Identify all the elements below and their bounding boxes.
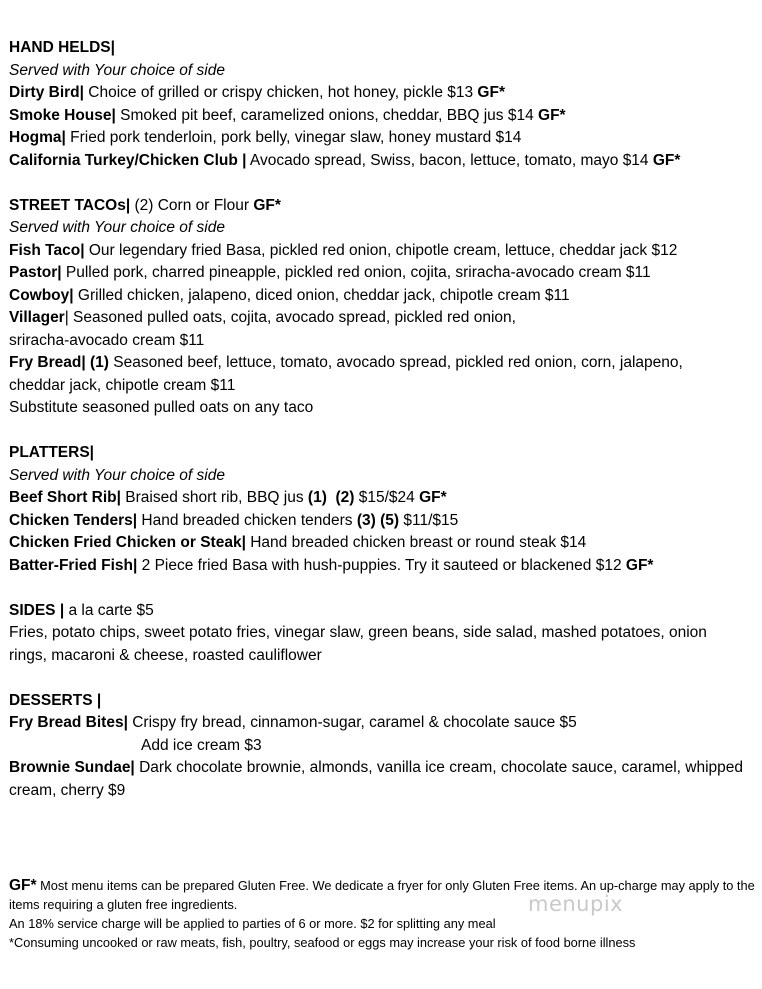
item-desc: Smoked pit beef, caramelized onions, cheddar, BBQ jus $14	[115, 106, 539, 124]
quantity-option: (1)	[307, 489, 327, 506]
item-desc: Seasoned beef, lettuce, tomato, avocado spread, pickled red onion, corn, jalapeno,	[108, 354, 683, 371]
menu-item-fish-taco	[9, 240, 759, 263]
menu-item-dirty-bird	[9, 82, 759, 105]
item-name: California Turkey/Chicken Club |	[9, 151, 247, 169]
gf-note-text: Most menu items can be prepared Gluten Free. We dedicate a fryer for only Gluten Free items. An up-charge may apply to the items requiring a gluten free ingredients.	[9, 878, 755, 912]
quantity-option: (5)	[380, 511, 400, 529]
gf-tag: GF*	[253, 196, 281, 214]
item-desc: | Seasoned pulled oats, cojita, avocado spread, pickled red onion,	[64, 309, 516, 326]
item-desc: Crispy fry bread, cinnamon-sugar, caramel & chocolate sauce $5	[127, 714, 577, 731]
item-name: Beef Short Rib|	[9, 489, 121, 506]
menu-item-chicken-fried	[9, 532, 759, 555]
spacer	[9, 667, 759, 690]
item-name: Dirty Bird|	[9, 84, 84, 101]
item-desc: Avocado spread, Swiss, bacon, lettuce, tomato, mayo $14	[246, 151, 653, 169]
item-desc: Pulled pork, charred pineapple, pickled red onion, cojita, sriracha-avocado cream $11	[61, 264, 651, 281]
menu-item-pastor	[9, 262, 759, 285]
taco-substitute-note: Substitute seasoned pulled oats on any taco	[9, 399, 314, 416]
villager-continued: sriracha-avocado cream $11	[9, 331, 205, 349]
item-desc: Choice of grilled or crispy chicken, hot honey, pickle $13	[83, 84, 478, 101]
gf-tag: GF*	[9, 877, 37, 894]
quantity-option: (2)	[335, 489, 355, 506]
item-name: Hogma|	[9, 129, 66, 146]
service-charge-note: An 18% service charge will be applied to parties of 6 or more. $2 for splitting any meal	[9, 916, 496, 931]
gf-tag: GF*	[538, 106, 566, 124]
platters-section	[9, 442, 759, 577]
watermark: menupix	[528, 892, 624, 916]
item-name: Pastor|	[9, 264, 62, 281]
tacos-title-text: STREET TACOs|	[9, 196, 131, 214]
menu-item-cowboy	[9, 285, 759, 308]
fry-bread-bites-addon: Add ice cream $3	[141, 736, 262, 754]
item-name: Brownie Sundae|	[9, 759, 135, 776]
desserts-title: DESSERTS |	[9, 691, 102, 709]
item-desc: Hand breaded chicken tenders	[137, 511, 357, 529]
handhelds-subtitle: Served with Your choice of side	[9, 61, 225, 79]
menu-item-beef-short-rib	[9, 487, 759, 510]
item-price: $11/$15	[399, 511, 459, 529]
item-name: Smoke House|	[9, 106, 116, 124]
item-name: Batter-Fried Fish|	[9, 556, 138, 574]
gf-tag: GF*	[652, 151, 681, 169]
item-desc: Dark chocolate brownie, almonds, vanilla ice cream, chocolate sauce, caramel, whipped cream, cherry $9	[9, 759, 744, 799]
tacos-section	[9, 195, 759, 420]
handhelds-section	[9, 37, 759, 172]
menu-item-california-club	[9, 150, 759, 173]
tacos-title	[9, 195, 759, 218]
sides-list: Fries, potato chips, sweet potato fries, vinegar slaw, green beans, side salad, mashed potatoes, onion rings, macaroni & cheese, roasted cauliflower	[9, 624, 707, 664]
item-name: Fish Taco|	[9, 241, 85, 259]
item-name: Cowboy|	[9, 286, 74, 304]
sides-price: a la carte $5	[64, 601, 154, 619]
menu-item-fry-bread-bites	[9, 712, 759, 735]
menu-item-batter-fried-fish	[9, 555, 759, 578]
item-price: $15/$24	[354, 489, 420, 506]
item-desc: Our legendary fried Basa, pickled red onion, chipotle cream, lettuce, cheddar jack $12	[84, 241, 678, 259]
quantity-option: (3)	[356, 511, 376, 529]
item-name: Chicken Tenders|	[9, 511, 138, 529]
gf-tag: GF*	[419, 489, 447, 506]
item-desc: 2 Piece fried Basa with hush-puppies. Try it sauteed or blackened $12	[137, 556, 626, 574]
gf-tag: GF*	[477, 84, 505, 101]
menu-item-hogma	[9, 127, 759, 150]
sides-title	[9, 600, 759, 623]
consumer-advisory-note: *Consuming uncooked or raw meats, fish, poultry, seafood or eggs may increase your risk of food borne illness	[9, 935, 636, 950]
menu-item-brownie-sundae	[9, 757, 749, 802]
menu-page	[9, 37, 759, 802]
item-desc: Fried pork tenderloin, pork belly, vinegar slaw, honey mustard $14	[65, 129, 522, 146]
menu-item-smoke-house	[9, 105, 759, 128]
gluten-free-note	[9, 876, 759, 914]
tacos-subtitle: Served with Your choice of side	[9, 219, 225, 236]
sides-section	[9, 600, 759, 668]
item-desc: Hand breaded chicken breast or round steak $14	[245, 534, 587, 551]
item-desc: Braised short rib, BBQ jus	[120, 489, 308, 506]
item-name: Fry Bread| (1)	[9, 354, 109, 371]
spacer	[9, 172, 759, 195]
platters-subtitle: Served with Your choice of side	[9, 466, 225, 484]
footer-notes	[9, 876, 759, 952]
handhelds-title: HAND HELDS|	[9, 39, 115, 56]
platters-title: PLATTERS|	[9, 444, 94, 461]
menu-item-villager	[9, 307, 759, 330]
gf-tag: GF*	[625, 556, 654, 574]
desserts-section	[9, 690, 759, 803]
item-name: Fry Bread Bites|	[9, 714, 128, 731]
item-name: Villager	[9, 309, 65, 326]
menu-item-fry-bread	[9, 352, 759, 375]
item-name: Chicken Fried Chicken or Steak|	[9, 534, 246, 551]
spacer	[9, 577, 759, 600]
menu-item-chicken-tenders	[9, 510, 759, 533]
fry-bread-continued: cheddar jack, chipotle cream $11	[9, 376, 236, 394]
spacer	[9, 420, 759, 443]
sides-title-text: SIDES |	[9, 601, 65, 619]
tacos-title-rest: (2) Corn or Flour	[130, 196, 254, 214]
item-desc: Grilled chicken, jalapeno, diced onion, cheddar jack, chipotle cream $11	[73, 286, 570, 304]
